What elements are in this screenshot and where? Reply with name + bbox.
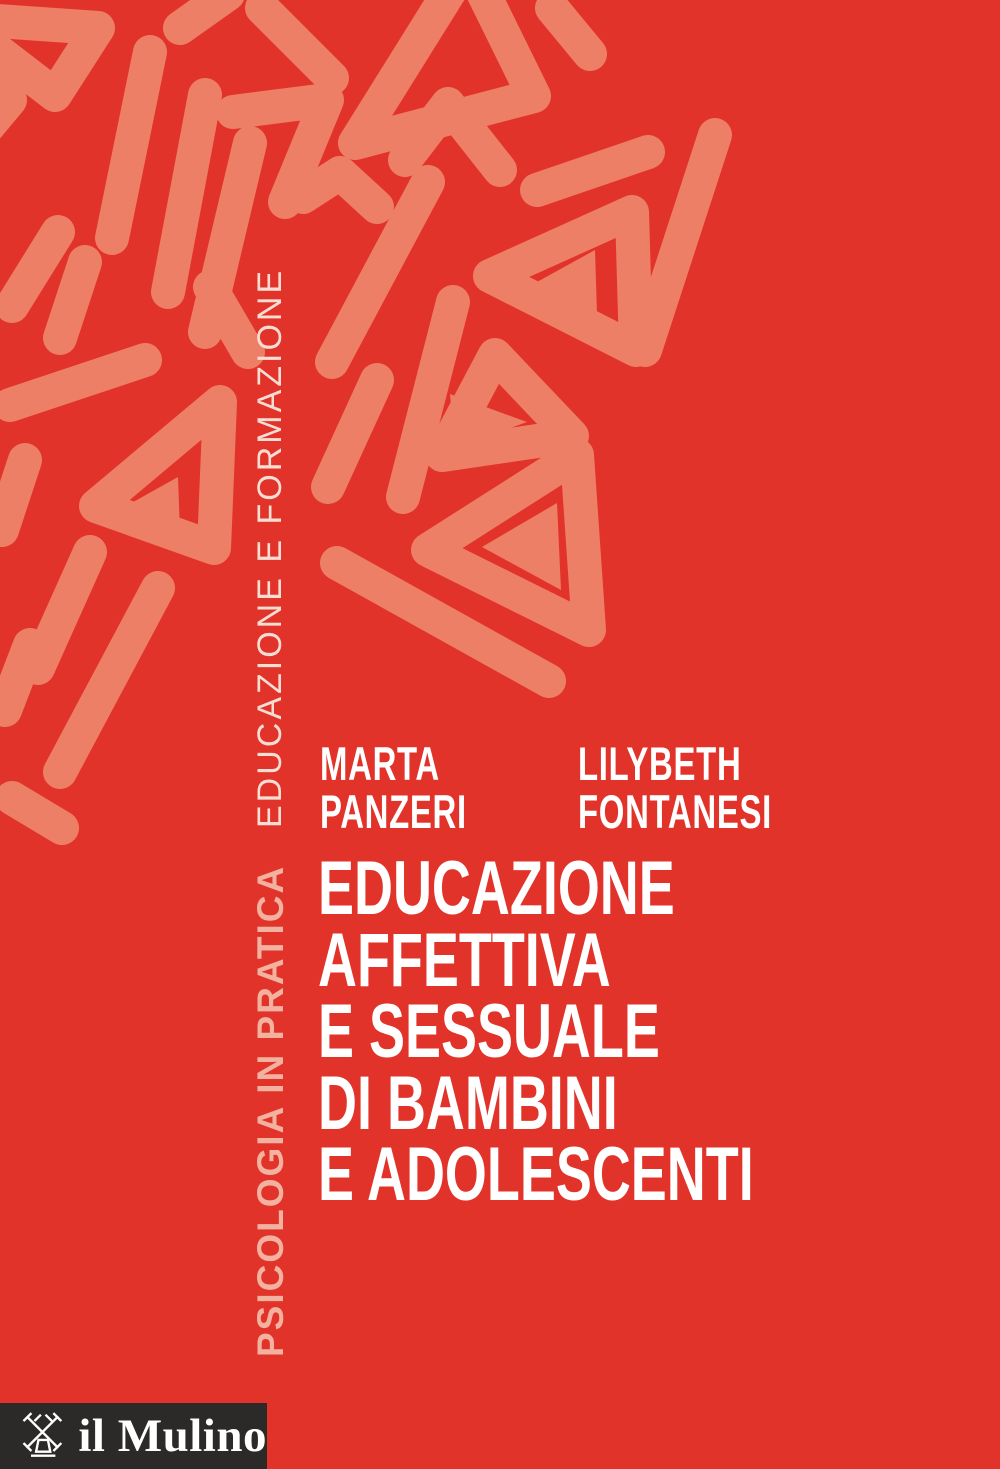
author-last-name: FONTANESI: [578, 785, 772, 838]
author-marta-panzeri: [320, 737, 467, 838]
series-label-educazione-e-formazione: EDUCAZIONE E FORMAZIONE: [251, 267, 289, 828]
title-line: AFFETTIVA: [318, 917, 611, 1003]
title-line: E SESSUALE: [318, 989, 660, 1074]
title-line: DI BAMBINI: [318, 1060, 618, 1146]
publisher-bar: [0, 1403, 267, 1469]
book-title: [318, 846, 754, 1217]
windmill-icon: [18, 1410, 68, 1462]
author-lilybeth-fontanesi: [578, 737, 772, 838]
series-label-psicologia-in-pratica: PSICOLOGIA IN PRATICA: [250, 864, 291, 1357]
author-last-name: PANZERI: [320, 785, 467, 838]
publisher-name: il Mulino: [78, 1410, 267, 1462]
title-line: EDUCAZIONE: [318, 846, 675, 931]
title-line: E ADOLESCENTI: [318, 1132, 754, 1217]
author-first-name: LILYBETH: [578, 737, 742, 790]
author-first-name: MARTA: [320, 737, 440, 790]
